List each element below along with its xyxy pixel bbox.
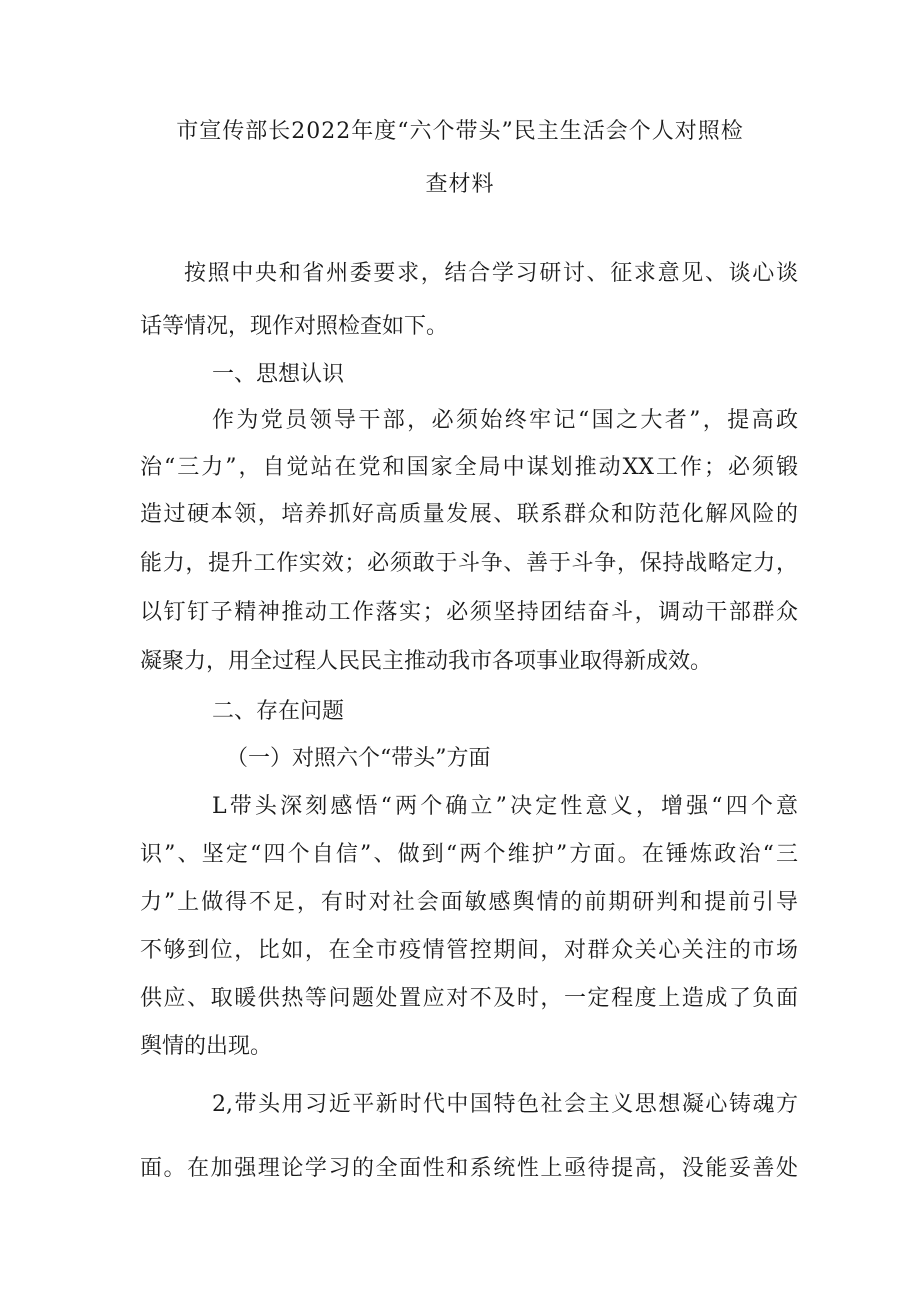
document-title-line-1: 市宣传部长2022年度“六个带头”民主生活会个人对照检 (176, 119, 744, 144)
paragraph-intro-line-2: 话等情况，现作对照检查如下。 (140, 314, 449, 339)
paragraph-ideology-line-6: 凝聚力，用全过程人民民主推动我市各项事业取得新成效。 (140, 649, 713, 674)
paragraph-ideology-line-3: 造过硬本领，培养抓好高质量发展、联系群众和防范化解风险的 (140, 502, 798, 527)
section-heading-problems: 二、存在问题 (212, 699, 345, 724)
paragraph-item2-line-2: 面。在加强理论学习的全面性和系统性上亟待提高，没能妥善处 (140, 1156, 798, 1181)
subsection-heading-six-leads: （一）对照六个“带头”方面 (226, 746, 491, 771)
section-heading-ideology: 一、思想认识 (212, 362, 345, 387)
paragraph-ideology-line-1: 作为党员领导干部，必须始终牢记“国之大者”，提高政 (212, 408, 798, 433)
paragraph-item1-line-4: 不够到位，比如，在全市疫情管控期间，对群众关心关注的市场 (140, 938, 798, 963)
paragraph-item1-line-6: 舆情的出现。 (140, 1034, 273, 1059)
paragraph-intro-line-1: 按照中央和省州委要求，结合学习研讨、征求意见、谈心谈 (184, 261, 798, 286)
paragraph-item2-line-1: 2,带头用习近平新时代中国特色社会主义思想凝心铸魂方 (212, 1092, 798, 1117)
paragraph-ideology-line-4: 能力，提升工作实效；必须敢于斗争、善于斗争，保持战略定力， (140, 551, 798, 576)
paragraph-item1-line-5: 供应、取暖供热等问题处置应对不及时，一定程度上造成了负面 (140, 986, 798, 1011)
paragraph-item1-line-1: L带头深刻感悟“两个确立”决定性意义，增强“四个意 (212, 794, 798, 819)
paragraph-item1-line-2: 识”、坚定“四个自信”、做到“两个维护”方面。在锤炼政治“三 (140, 842, 798, 867)
paragraph-ideology-line-5: 以钉钉子精神推动工作落实；必须坚持团结奋斗，调动干部群众 (140, 600, 798, 625)
paragraph-ideology-line-2: 治“三力”，自觉站在党和国家全局中谋划推动XX工作；必须锻 (140, 455, 798, 480)
paragraph-item1-line-3: 力”上做得不足，有时对社会面敏感舆情的前期研判和提前引导 (140, 890, 798, 915)
document-title-line-2: 查材料 (425, 172, 495, 197)
